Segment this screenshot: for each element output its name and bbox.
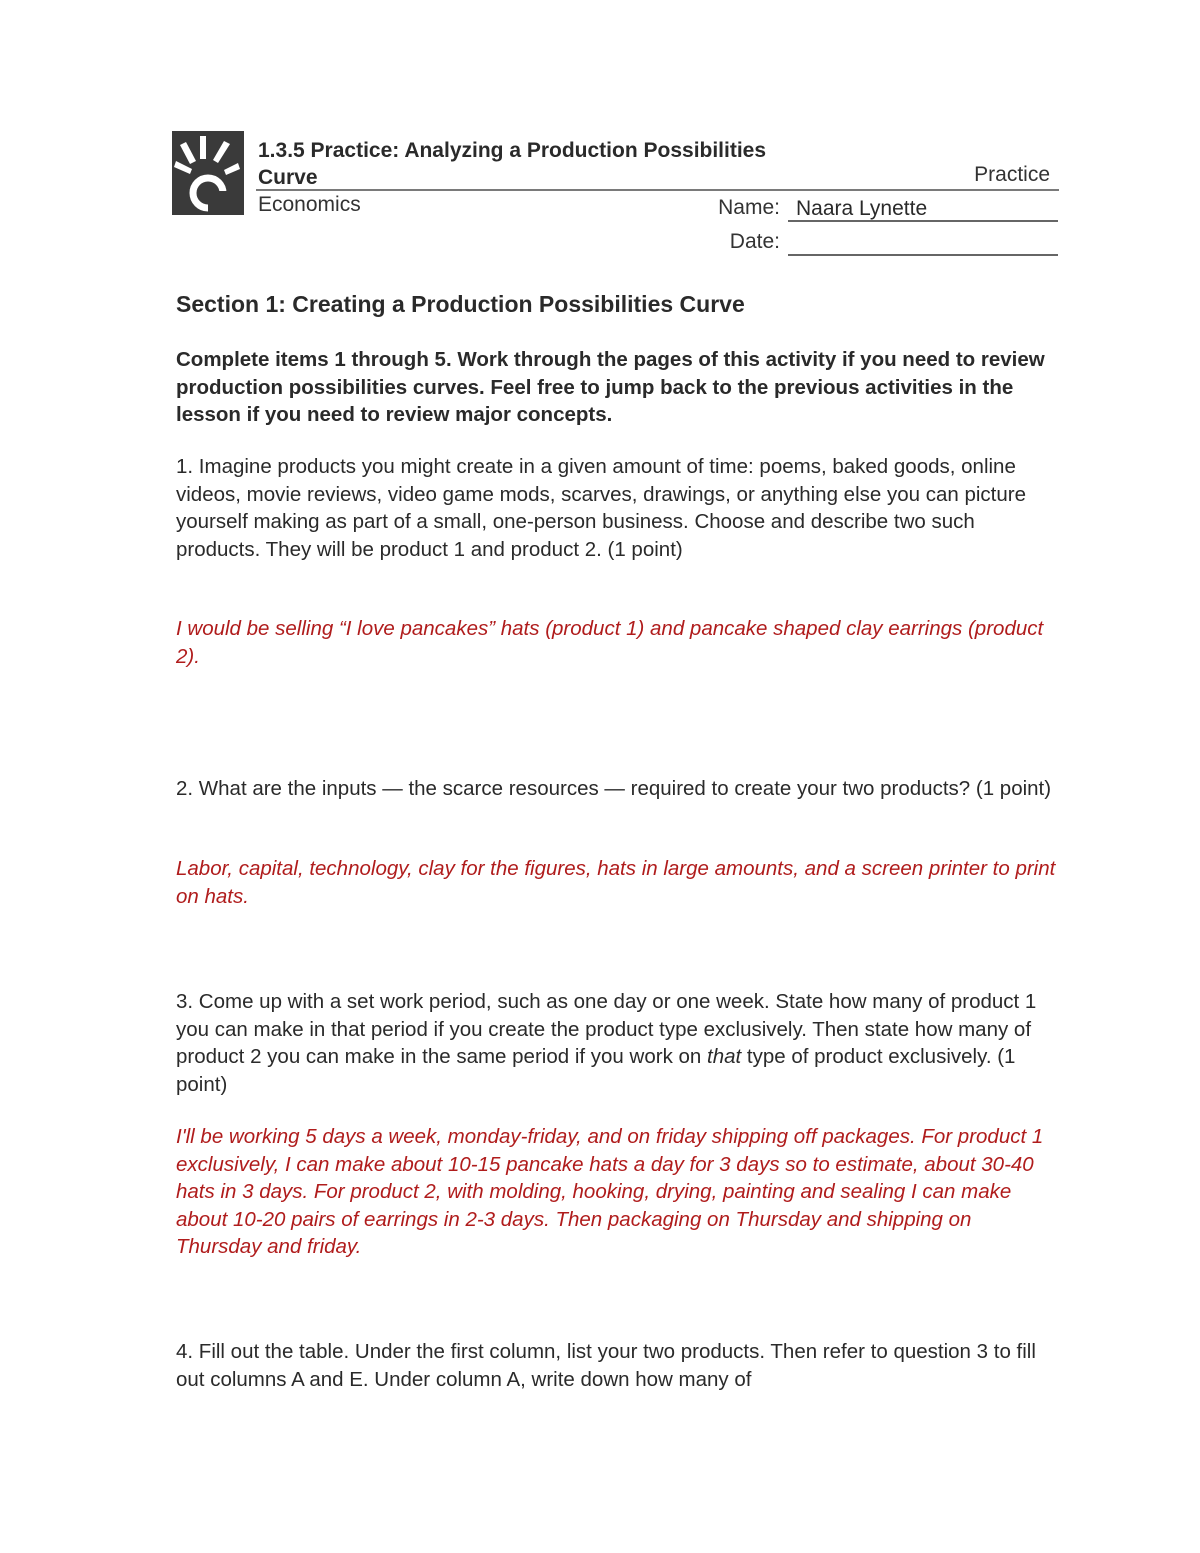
section-title: Section 1: Creating a Production Possibilities Curve [176,291,745,317]
question-2-text: 2. What are the inputs — the scarce resources — required to create your two products? (1 point) [176,777,1052,800]
question-3-text-end: type of product exclusively. (1 point) [176,1045,1016,1096]
name-field[interactable]: Naara Lynette [788,196,1058,222]
question-4-text: 4. Fill out the table. Under the first column, list your two products. Then refer to question 3 to fill out columns A and E. Under column A, write down how many of [176,1340,1036,1391]
question-3-text [176,988,1056,1098]
subject-label: Economics [258,193,361,216]
worksheet-title: 1.3.5 Practice: Analyzing a Production Possibilities Curve [258,139,767,189]
question-1-answer: I would be selling “I love pancakes” hats (product 1) and pancake shaped clay earrings (product 2). [176,617,1044,668]
question-1-text: 1. Imagine products you might create in a given amount of time: poems, baked goods, online videos, movie reviews, video game mods, scarves, drawings, or anything else you can picture yourself making as part of a small, one-person business. Choose and describe two such products. They will be product 1 and product 2. (1 point) [176,455,1027,561]
header-divider [256,189,1059,191]
question-3-answer: I'll be working 5 days a week, monday-friday, and on friday shipping off packages. For product 1 exclusively, I can make about 10-15 pancake hats a day for 3 days so to estimate, about 30-40 hats in 3 days. For product 2, with molding, hooking, drying, painting and sealing I can make about 10-20 pairs of earrings in 2-3 days. Then packaging on Thursday and shipping on Thursday and friday. [176,1125,1044,1258]
name-label: Name: [718,196,780,219]
question-2-answer: Labor, capital, technology, clay for the figures, hats in large amounts, and a screen printer to print on hats. [176,857,1056,908]
section-instructions: Complete items 1 through 5. Work through the pages of this activity if you need to review production possibilities curves. Feel free to jump back to the previous activities in the lesson if you need to review major concepts. [176,348,1045,426]
date-label: Date: [729,230,780,253]
question-3-text-emphasis: that [707,1045,742,1068]
publisher-logo-icon [172,131,244,215]
document-type-label: Practice [974,163,1050,186]
date-field[interactable] [788,230,1058,256]
question-3-text-start: 3. Come up with a set work period, such as one day or one week. State how many of product 1 you can make in that period if you create the product type exclusively. Then state how many of product 2 you can make in the same period if you work on [176,990,1037,1068]
